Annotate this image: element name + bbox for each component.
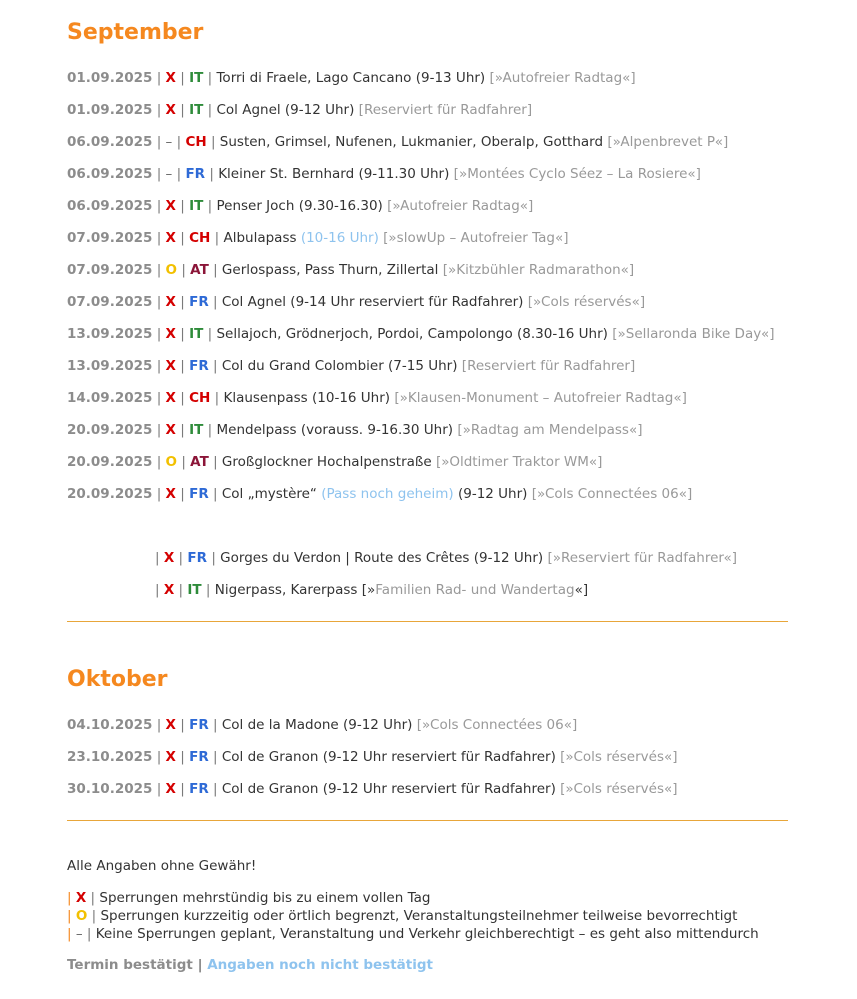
event-name: [»Cols réservés«] bbox=[560, 781, 678, 797]
event-date: 07.09.2025 bbox=[67, 294, 153, 310]
event-date: 04.10.2025 bbox=[67, 717, 153, 733]
event-date: 01.09.2025 bbox=[67, 70, 153, 86]
list-item[interactable] bbox=[155, 581, 588, 599]
separator: | bbox=[174, 550, 188, 566]
closure-status: X bbox=[165, 486, 176, 502]
separator: | bbox=[208, 262, 222, 278]
route-description: Gorges du Verdon | Route des Crêtes (9-12 Uhr) bbox=[220, 550, 544, 566]
country-code: FR bbox=[189, 781, 209, 797]
closure-status: X bbox=[165, 422, 176, 438]
route-description: Gerlospass, Pass Thurn, Zillertal bbox=[221, 262, 439, 278]
event-name: [»Cols Connectées 06«] bbox=[531, 486, 693, 502]
event-date: 06.09.2025 bbox=[67, 134, 153, 150]
event-date: 07.09.2025 bbox=[67, 230, 153, 246]
route-description: Col de Granon (9-12 Uhr reserviert für Radfahrer) bbox=[221, 749, 556, 765]
closure-status: X bbox=[163, 582, 175, 598]
separator: | bbox=[208, 781, 222, 797]
event-name: [»Montées Cyclo Séez – La Rosiere«] bbox=[453, 166, 701, 182]
route-description: Col Agnel (9-14 Uhr reserviert für Radfahrer) bbox=[221, 294, 524, 310]
separator: | bbox=[172, 134, 186, 150]
list-item[interactable] bbox=[67, 325, 775, 343]
country-code: CH bbox=[189, 230, 211, 246]
list-item[interactable] bbox=[67, 748, 678, 766]
separator: | bbox=[206, 134, 220, 150]
country-code: FR bbox=[189, 717, 209, 733]
legend-symbol: – bbox=[75, 926, 83, 942]
country-code: CH bbox=[185, 134, 207, 150]
route-description: Torri di Fraele, Lago Cancano (9-13 Uhr) bbox=[216, 70, 486, 86]
closure-status: X bbox=[165, 70, 176, 86]
route-description: Großglockner Hochalpenstraße bbox=[221, 454, 432, 470]
event-name: [Reserviert für Radfahrer] bbox=[461, 358, 636, 374]
event-date: 13.09.2025 bbox=[67, 326, 153, 342]
section-title-oktober: Oktober bbox=[67, 667, 168, 692]
separator: | bbox=[203, 326, 217, 342]
separator: | bbox=[172, 166, 186, 182]
event-name: [»Cols réservés«] bbox=[527, 294, 646, 310]
separator: | bbox=[175, 102, 190, 118]
separator: | bbox=[175, 198, 190, 214]
event-name: [Reserviert für Radfahrer] bbox=[358, 102, 533, 118]
legend-symbol: O bbox=[75, 908, 88, 924]
separator: | bbox=[175, 230, 190, 246]
separator: | bbox=[175, 390, 190, 406]
list-item[interactable] bbox=[67, 485, 692, 503]
separator: | bbox=[208, 749, 222, 765]
route-description: Mendelpass (vorauss. 9-16.30 Uhr) bbox=[216, 422, 454, 438]
event-date: 06.09.2025 bbox=[67, 166, 153, 182]
country-code: IT bbox=[189, 198, 204, 214]
country-code: IT bbox=[187, 582, 202, 598]
separator: | bbox=[201, 582, 215, 598]
route-description: Nigerpass, Karerpass [» bbox=[214, 582, 376, 598]
list-item[interactable] bbox=[67, 165, 701, 183]
event-name: [»Kitzbühler Radmarathon«] bbox=[442, 262, 635, 278]
list-item[interactable] bbox=[67, 69, 636, 87]
country-code: AT bbox=[190, 262, 209, 278]
closure-status: – bbox=[165, 134, 173, 150]
event-date: 30.10.2025 bbox=[67, 781, 153, 797]
closure-status: X bbox=[163, 550, 175, 566]
event-date: 06.09.2025 bbox=[67, 198, 153, 214]
event-name: [»Cols réservés«] bbox=[560, 749, 678, 765]
event-date: 01.09.2025 bbox=[67, 102, 153, 118]
separator: | bbox=[210, 390, 224, 406]
event-name: [»Autofreier Radtag«] bbox=[387, 198, 534, 214]
closure-status: X bbox=[165, 358, 176, 374]
separator: | bbox=[210, 230, 224, 246]
separator: | bbox=[175, 422, 190, 438]
separator: | bbox=[152, 390, 166, 406]
country-code: IT bbox=[189, 326, 204, 342]
route-description: Col de la Madone (9-12 Uhr) bbox=[221, 717, 413, 733]
route-description: Penser Joch (9.30-16.30) bbox=[216, 198, 383, 214]
event-date: 13.09.2025 bbox=[67, 358, 153, 374]
event-name: [»Klausen-Monument – Autofreier Radtag«] bbox=[394, 390, 687, 406]
separator: | bbox=[152, 294, 166, 310]
separator: | bbox=[205, 166, 219, 182]
separator: | bbox=[152, 134, 166, 150]
separator: | bbox=[203, 102, 217, 118]
closure-status: X bbox=[165, 390, 176, 406]
separator: | bbox=[155, 582, 164, 598]
country-code: IT bbox=[189, 422, 204, 438]
divider bbox=[67, 621, 788, 622]
separator: | bbox=[152, 454, 166, 470]
country-code: FR bbox=[189, 358, 209, 374]
legend-text: Sperrungen kurzzeitig oder örtlich begrenzt, Veranstaltungsteilnehmer teilweise bevorrechtigt bbox=[100, 908, 738, 924]
event-name: [»Oldtimer Traktor WM«] bbox=[436, 454, 603, 470]
legend-text: Sperrungen mehrstündig bis zu einem vollen Tag bbox=[99, 890, 431, 906]
separator: | bbox=[152, 198, 166, 214]
separator: | bbox=[175, 294, 190, 310]
separator: | bbox=[152, 486, 166, 502]
separator: | bbox=[177, 262, 191, 278]
route-description: Albulapass bbox=[223, 230, 297, 246]
separator: | bbox=[152, 166, 166, 182]
closure-status: X bbox=[165, 749, 176, 765]
separator: | bbox=[152, 230, 166, 246]
event-name: [»Alpenbrevet P«] bbox=[607, 134, 729, 150]
country-code: IT bbox=[189, 102, 204, 118]
event-date: 14.09.2025 bbox=[67, 390, 153, 406]
list-item[interactable] bbox=[67, 197, 533, 215]
confirmed-label: Termin bestätigt bbox=[67, 957, 193, 973]
closure-status: X bbox=[165, 230, 176, 246]
closure-status: X bbox=[165, 781, 176, 797]
separator: | bbox=[152, 781, 166, 797]
separator: | bbox=[208, 358, 222, 374]
route-description: Sellajoch, Grödnerjoch, Pordoi, Campolongo (8.30-16 Uhr) bbox=[216, 326, 608, 342]
separator: | bbox=[152, 262, 166, 278]
disclaimer: Alle Angaben ohne Gewähr! bbox=[67, 858, 257, 874]
separator: | bbox=[152, 326, 166, 342]
separator: | bbox=[175, 486, 190, 502]
list-item[interactable] bbox=[67, 389, 687, 407]
unconfirmed-detail: (10-16 Uhr) bbox=[300, 230, 379, 246]
separator: | bbox=[203, 198, 217, 214]
country-code: CH bbox=[189, 390, 211, 406]
closure-status: X bbox=[165, 102, 176, 118]
event-date: 23.10.2025 bbox=[67, 749, 153, 765]
event-date: 20.09.2025 bbox=[67, 486, 153, 502]
unconfirmed-label: Angaben noch nicht bestätigt bbox=[207, 957, 433, 973]
list-item[interactable] bbox=[67, 453, 602, 471]
separator: | bbox=[177, 454, 191, 470]
separator: | bbox=[175, 70, 190, 86]
route-description: Klausenpass (10-16 Uhr) bbox=[223, 390, 391, 406]
event-name: [»Sellaronda Bike Day«] bbox=[612, 326, 775, 342]
route-description: Col Agnel (9-12 Uhr) bbox=[216, 102, 355, 118]
separator: | bbox=[175, 326, 190, 342]
divider bbox=[67, 820, 788, 821]
unconfirmed-detail: (Pass noch geheim) bbox=[321, 486, 454, 502]
separator: | bbox=[175, 749, 190, 765]
separator: | bbox=[155, 550, 164, 566]
closure-status: X bbox=[165, 717, 176, 733]
legend-item: | O | Sperrungen kurzzeitig oder örtlich begrenzt, Veranstaltungsteilnehmer teilweise bevorrechtigt bbox=[67, 908, 738, 924]
route-description: Col du Grand Colombier (7-15 Uhr) bbox=[221, 358, 458, 374]
separator: | bbox=[152, 749, 166, 765]
event-name: [»Reserviert für Radfahrer«] bbox=[547, 550, 737, 566]
separator: | bbox=[203, 422, 217, 438]
closure-status: – bbox=[165, 166, 173, 182]
separator: | bbox=[208, 717, 222, 733]
separator: | bbox=[175, 358, 190, 374]
separator: | bbox=[152, 422, 166, 438]
list-item[interactable] bbox=[67, 133, 728, 151]
separator: | bbox=[152, 717, 166, 733]
closure-status: X bbox=[165, 198, 176, 214]
country-code: FR bbox=[187, 550, 208, 566]
separator: | bbox=[208, 454, 222, 470]
separator: | bbox=[174, 582, 188, 598]
country-code: FR bbox=[185, 166, 206, 182]
list-item[interactable] bbox=[67, 101, 532, 119]
country-code: FR bbox=[189, 486, 209, 502]
separator: | bbox=[203, 70, 217, 86]
separator: | bbox=[208, 486, 222, 502]
route-description: Col „mystère“ bbox=[221, 486, 317, 502]
list-item[interactable] bbox=[67, 229, 569, 247]
event-name: [»Radtag am Mendelpass«] bbox=[457, 422, 643, 438]
event-date: 20.09.2025 bbox=[67, 454, 153, 470]
event-date: 20.09.2025 bbox=[67, 422, 153, 438]
event-bracket: «] bbox=[574, 582, 589, 598]
event-date: 07.09.2025 bbox=[67, 262, 153, 278]
closure-status: X bbox=[165, 294, 176, 310]
event-name: [»slowUp – Autofreier Tag«] bbox=[383, 230, 569, 246]
closure-status: O bbox=[165, 454, 178, 470]
country-code: FR bbox=[189, 294, 209, 310]
country-code: FR bbox=[189, 749, 209, 765]
separator: | bbox=[152, 102, 166, 118]
route-description: Col de Granon (9-12 Uhr reserviert für Radfahrer) bbox=[221, 781, 556, 797]
list-item[interactable] bbox=[67, 780, 678, 798]
list-item[interactable] bbox=[67, 261, 634, 279]
event-name: [»Autofreier Radtag«] bbox=[489, 70, 636, 86]
list-item[interactable] bbox=[67, 716, 577, 734]
event-name: Familien Rad- und Wandertag bbox=[375, 582, 575, 598]
list-item[interactable] bbox=[67, 421, 643, 439]
separator: | bbox=[207, 550, 221, 566]
list-item[interactable] bbox=[67, 293, 645, 311]
route-time: (9-12 Uhr) bbox=[457, 486, 528, 502]
list-item[interactable] bbox=[67, 357, 635, 375]
separator: | bbox=[175, 781, 190, 797]
separator: | bbox=[175, 717, 190, 733]
legend-item: | X | Sperrungen mehrstündig bis zu einem vollen Tag bbox=[67, 890, 431, 906]
route-description: Susten, Grimsel, Nufenen, Lukmanier, Oberalp, Gotthard bbox=[219, 134, 604, 150]
list-item[interactable] bbox=[155, 549, 737, 567]
closure-status: X bbox=[165, 326, 176, 342]
route-description: Kleiner St. Bernhard (9-11.30 Uhr) bbox=[218, 166, 450, 182]
country-code: IT bbox=[189, 70, 204, 86]
event-name: [»Cols Connectées 06«] bbox=[416, 717, 578, 733]
separator: | bbox=[152, 358, 166, 374]
legend-text: Keine Sperrungen geplant, Veranstaltung und Verkehr gleichberechtigt – es geht also mittendurch bbox=[95, 926, 759, 942]
status-key: Termin bestätigt | Angaben noch nicht bestätigt bbox=[67, 957, 433, 973]
separator: | bbox=[208, 294, 222, 310]
legend-symbol: X bbox=[75, 890, 87, 906]
closure-status: O bbox=[165, 262, 178, 278]
legend-item: | – | Keine Sperrungen geplant, Veranstaltung und Verkehr gleichberechtigt – es geht also mittendurch bbox=[67, 926, 759, 942]
separator: | bbox=[152, 70, 166, 86]
country-code: AT bbox=[190, 454, 209, 470]
section-title-september: September bbox=[67, 20, 204, 45]
